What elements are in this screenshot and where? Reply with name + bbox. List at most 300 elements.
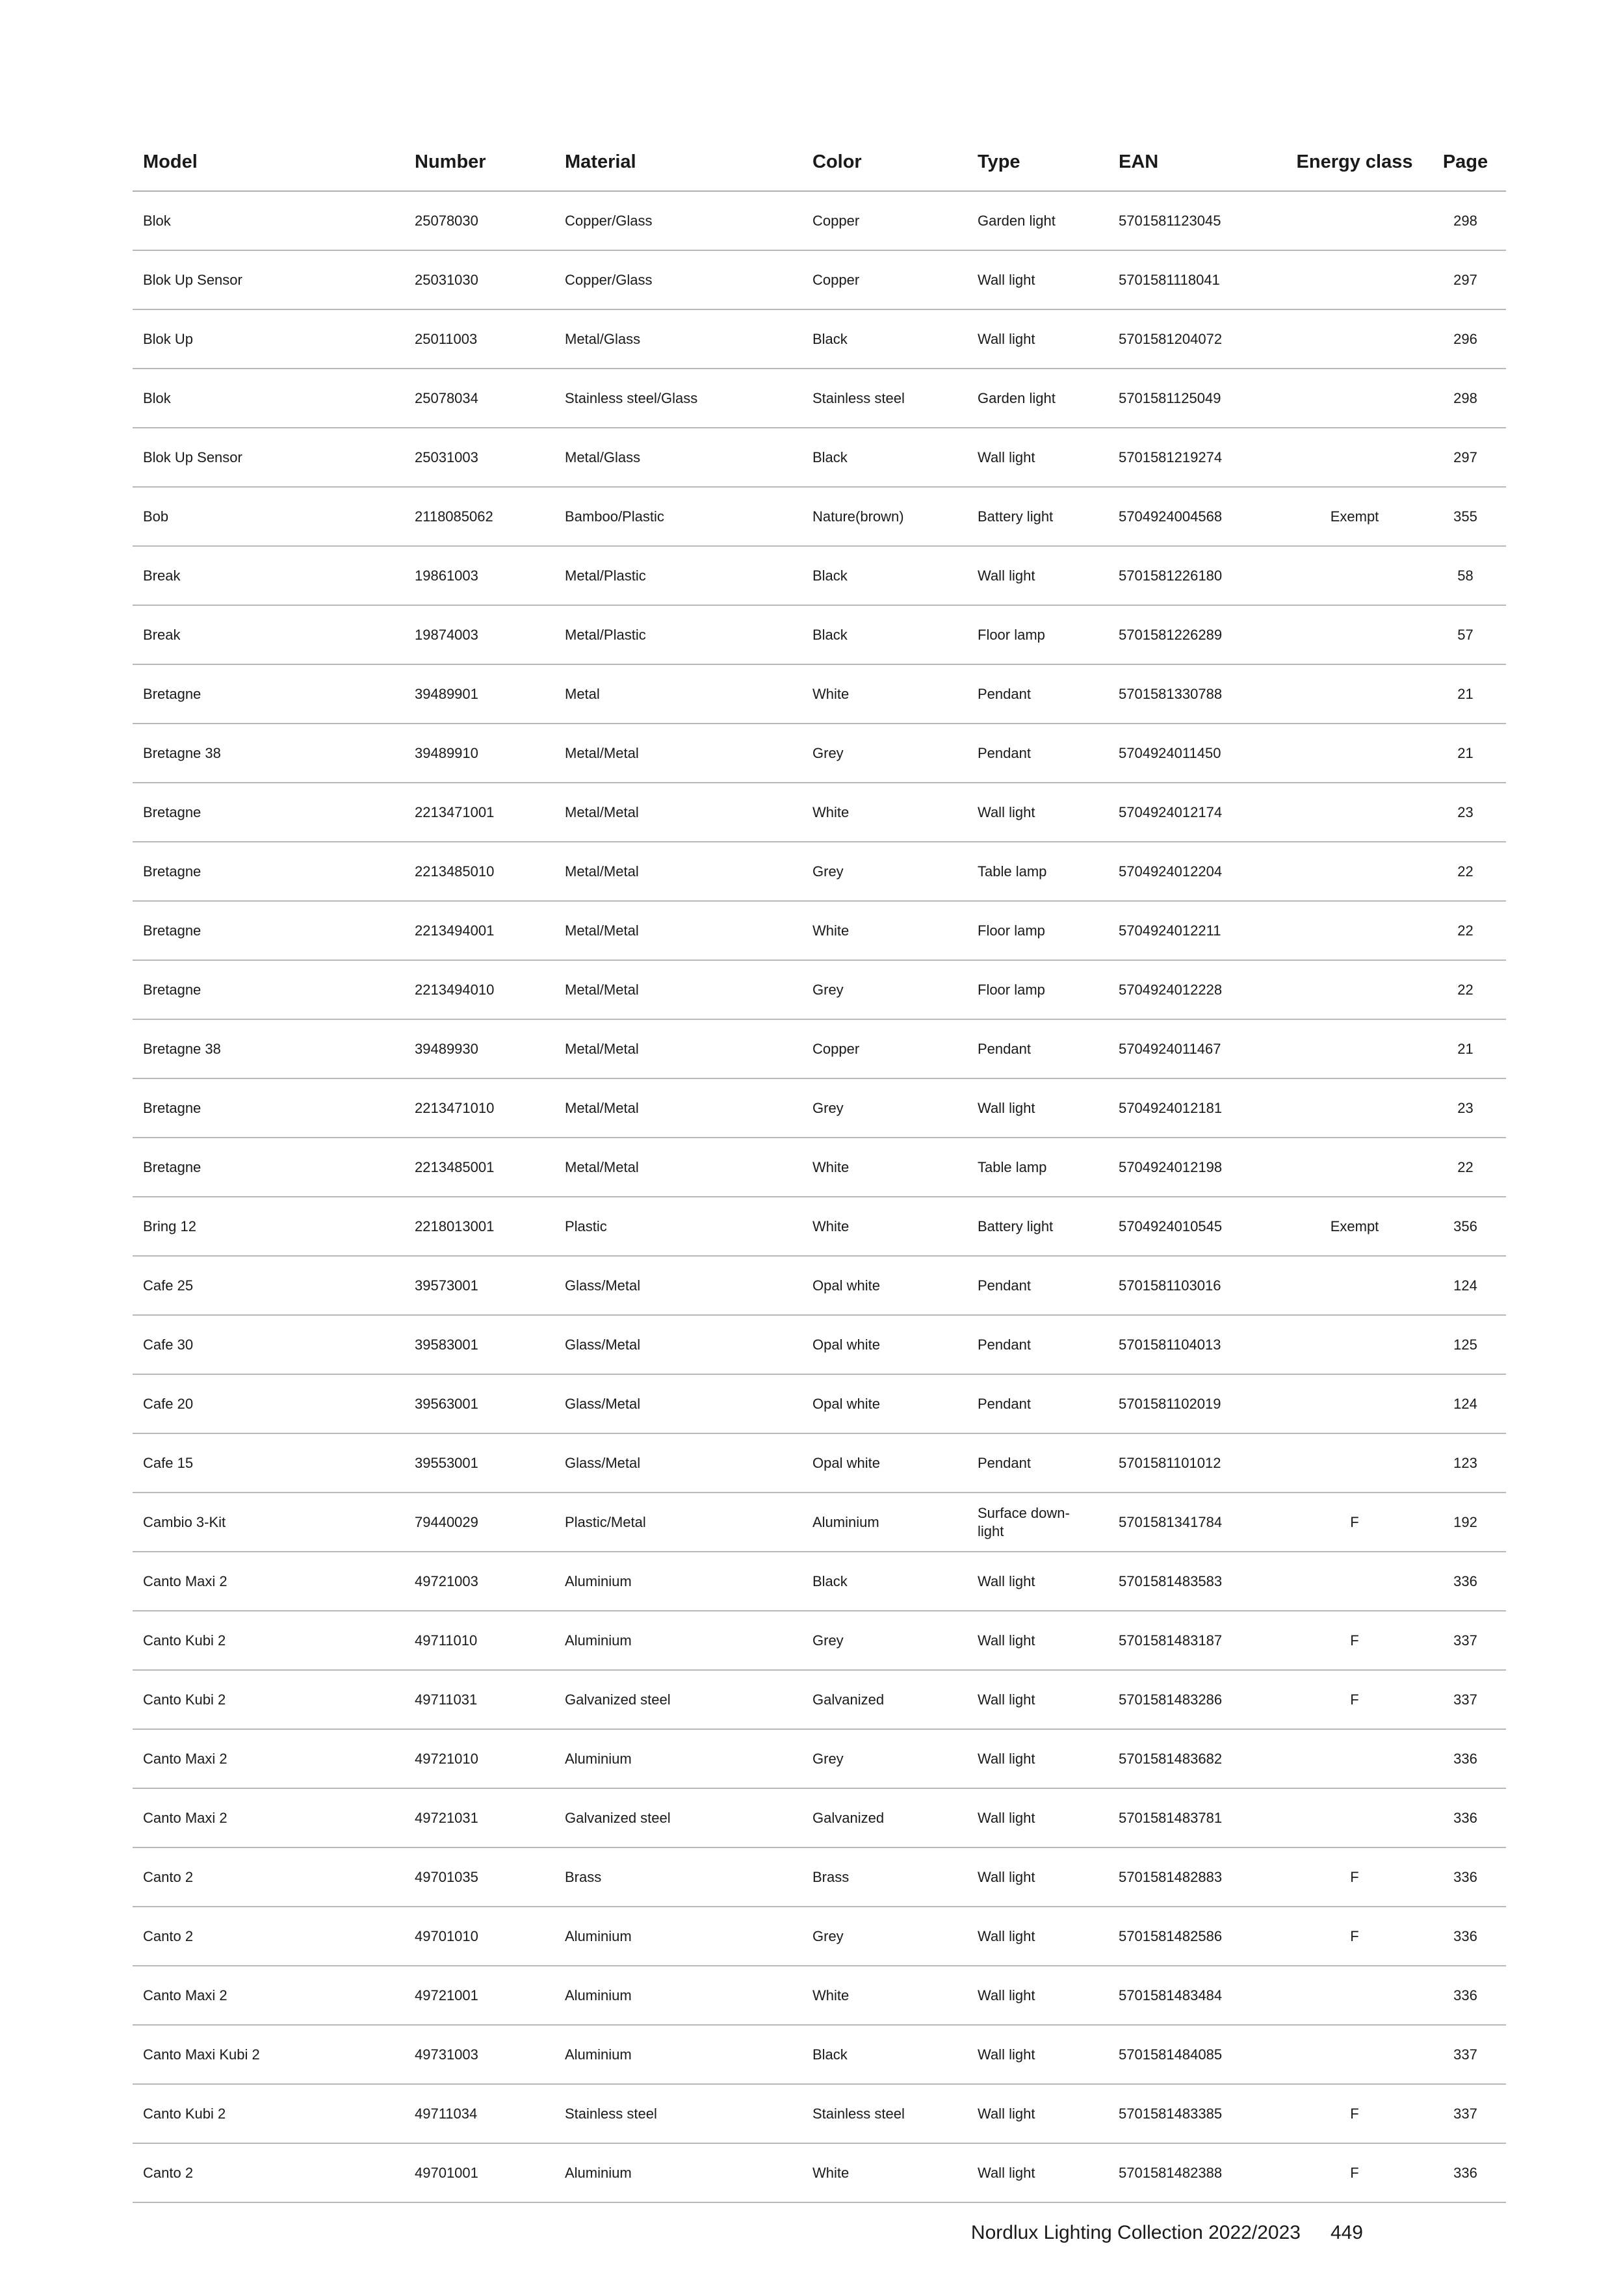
cell-color: Brass xyxy=(802,1847,967,1907)
cell-page: 337 xyxy=(1425,2025,1506,2084)
page-number: 449 xyxy=(1330,2222,1363,2243)
cell-ean: 5701581483781 xyxy=(1108,1788,1284,1847)
cell-ean: 5701581483682 xyxy=(1108,1729,1284,1788)
cell-material: Copper/Glass xyxy=(554,250,802,309)
table-row xyxy=(133,1078,1506,1138)
cell-page: 356 xyxy=(1425,1197,1506,1256)
table-row xyxy=(133,2143,1506,2202)
cell-page: 336 xyxy=(1425,1729,1506,1788)
cell-number: 49711031 xyxy=(404,1670,554,1729)
cell-color: Black xyxy=(802,546,967,605)
cell-type: Wall light xyxy=(967,783,1108,842)
cell-ean: 5701581102019 xyxy=(1108,1374,1284,1433)
cell-page: 298 xyxy=(1425,369,1506,428)
cell-page: 23 xyxy=(1425,783,1506,842)
cell-material: Metal/Metal xyxy=(554,1019,802,1078)
cell-energy-class: F xyxy=(1284,2084,1425,2143)
cell-type: Surface down- light xyxy=(967,1493,1108,1552)
cell-energy-class xyxy=(1284,783,1425,842)
cell-page: 125 xyxy=(1425,1315,1506,1374)
cell-color: White xyxy=(802,1966,967,2025)
cell-model: Blok Up Sensor xyxy=(133,250,404,309)
cell-model: Bretagne xyxy=(133,664,404,724)
cell-page: 337 xyxy=(1425,2084,1506,2143)
cell-material: Plastic xyxy=(554,1197,802,1256)
cell-model: Bretagne xyxy=(133,1078,404,1138)
cell-type: Wall light xyxy=(967,2025,1108,2084)
cell-color: Opal white xyxy=(802,1315,967,1374)
cell-color: Galvanized xyxy=(802,1670,967,1729)
cell-type: Floor lamp xyxy=(967,605,1108,664)
table-row xyxy=(133,1315,1506,1374)
cell-model: Blok xyxy=(133,369,404,428)
table-row xyxy=(133,960,1506,1019)
cell-model: Canto Maxi 2 xyxy=(133,1788,404,1847)
header-energy-class: Energy class xyxy=(1284,133,1425,191)
cell-energy-class: F xyxy=(1284,2143,1425,2202)
cell-ean: 5704924011467 xyxy=(1108,1019,1284,1078)
cell-type: Battery light xyxy=(967,487,1108,546)
cell-color: Opal white xyxy=(802,1433,967,1493)
cell-material: Galvanized steel xyxy=(554,1788,802,1847)
cell-color: White xyxy=(802,1197,967,1256)
cell-type: Wall light xyxy=(967,1966,1108,2025)
cell-ean: 5701581482586 xyxy=(1108,1907,1284,1966)
cell-type: Table lamp xyxy=(967,842,1108,901)
cell-model: Canto 2 xyxy=(133,1847,404,1907)
header-row xyxy=(133,133,1506,191)
cell-ean: 5701581482883 xyxy=(1108,1847,1284,1907)
cell-energy-class xyxy=(1284,1374,1425,1433)
cell-number: 2118085062 xyxy=(404,487,554,546)
cell-ean: 5701581101012 xyxy=(1108,1433,1284,1493)
cell-ean: 5701581219274 xyxy=(1108,428,1284,487)
cell-type: Wall light xyxy=(967,546,1108,605)
cell-ean: 5704924012174 xyxy=(1108,783,1284,842)
cell-material: Aluminium xyxy=(554,2143,802,2202)
cell-material: Copper/Glass xyxy=(554,191,802,250)
cell-model: Break xyxy=(133,546,404,605)
table-row xyxy=(133,1552,1506,1611)
cell-energy-class xyxy=(1284,1966,1425,2025)
cell-material: Galvanized steel xyxy=(554,1670,802,1729)
cell-material: Aluminium xyxy=(554,1907,802,1966)
cell-model: Break xyxy=(133,605,404,664)
cell-color: White xyxy=(802,664,967,724)
cell-type: Pendant xyxy=(967,1433,1108,1493)
cell-energy-class xyxy=(1284,1019,1425,1078)
cell-number: 49711034 xyxy=(404,2084,554,2143)
cell-page: 337 xyxy=(1425,1611,1506,1670)
table-row xyxy=(133,1611,1506,1670)
table-row xyxy=(133,1256,1506,1315)
cell-model: Bretagne xyxy=(133,960,404,1019)
cell-color: Copper xyxy=(802,1019,967,1078)
cell-number: 49701001 xyxy=(404,2143,554,2202)
cell-type: Wall light xyxy=(967,428,1108,487)
cell-number: 19874003 xyxy=(404,605,554,664)
cell-page: 21 xyxy=(1425,1019,1506,1078)
cell-type: Floor lamp xyxy=(967,901,1108,960)
cell-number: 79440029 xyxy=(404,1493,554,1552)
cell-energy-class: F xyxy=(1284,1611,1425,1670)
cell-type: Pendant xyxy=(967,1374,1108,1433)
cell-ean: 5701581226180 xyxy=(1108,546,1284,605)
cell-type: Garden light xyxy=(967,369,1108,428)
cell-color: Grey xyxy=(802,842,967,901)
cell-ean: 5701581123045 xyxy=(1108,191,1284,250)
cell-page: 21 xyxy=(1425,724,1506,783)
cell-color: Black xyxy=(802,2025,967,2084)
product-table xyxy=(133,133,1506,2203)
cell-type: Wall light xyxy=(967,1907,1108,1966)
cell-model: Cafe 20 xyxy=(133,1374,404,1433)
cell-type: Wall light xyxy=(967,1552,1108,1611)
cell-number: 39563001 xyxy=(404,1374,554,1433)
cell-page: 22 xyxy=(1425,1138,1506,1197)
cell-number: 25031030 xyxy=(404,250,554,309)
table-row xyxy=(133,664,1506,724)
cell-number: 49731003 xyxy=(404,2025,554,2084)
cell-model: Cafe 15 xyxy=(133,1433,404,1493)
cell-energy-class xyxy=(1284,1729,1425,1788)
cell-energy-class xyxy=(1284,250,1425,309)
cell-material: Aluminium xyxy=(554,2025,802,2084)
cell-ean: 5701581204072 xyxy=(1108,309,1284,369)
header-page: Page xyxy=(1425,133,1506,191)
cell-model: Blok xyxy=(133,191,404,250)
table-row xyxy=(133,546,1506,605)
cell-page: 297 xyxy=(1425,250,1506,309)
table-row xyxy=(133,842,1506,901)
cell-color: Black xyxy=(802,1552,967,1611)
cell-material: Glass/Metal xyxy=(554,1315,802,1374)
cell-ean: 5701581330788 xyxy=(1108,664,1284,724)
header-type: Type xyxy=(967,133,1108,191)
cell-ean: 5701581103016 xyxy=(1108,1256,1284,1315)
cell-page: 336 xyxy=(1425,1847,1506,1907)
cell-color: Black xyxy=(802,309,967,369)
cell-energy-class xyxy=(1284,1078,1425,1138)
cell-page: 337 xyxy=(1425,1670,1506,1729)
cell-page: 336 xyxy=(1425,2143,1506,2202)
cell-number: 2213485001 xyxy=(404,1138,554,1197)
cell-energy-class xyxy=(1284,960,1425,1019)
cell-color: Grey xyxy=(802,724,967,783)
cell-color: Stainless steel xyxy=(802,2084,967,2143)
cell-page: 336 xyxy=(1425,1907,1506,1966)
cell-model: Cambio 3-Kit xyxy=(133,1493,404,1552)
cell-number: 25078034 xyxy=(404,369,554,428)
table-row xyxy=(133,428,1506,487)
cell-number: 49721010 xyxy=(404,1729,554,1788)
cell-page: 336 xyxy=(1425,1966,1506,2025)
cell-type: Wall light xyxy=(967,1788,1108,1847)
header-ean: EAN xyxy=(1108,133,1284,191)
cell-type: Wall light xyxy=(967,1611,1108,1670)
cell-material: Aluminium xyxy=(554,1611,802,1670)
table-row xyxy=(133,191,1506,250)
cell-number: 49721031 xyxy=(404,1788,554,1847)
cell-number: 49721003 xyxy=(404,1552,554,1611)
cell-material: Metal/Metal xyxy=(554,901,802,960)
cell-type: Floor lamp xyxy=(967,960,1108,1019)
cell-number: 39489901 xyxy=(404,664,554,724)
cell-type: Pendant xyxy=(967,664,1108,724)
cell-number: 2218013001 xyxy=(404,1197,554,1256)
cell-page: 124 xyxy=(1425,1256,1506,1315)
table-row xyxy=(133,724,1506,783)
cell-type: Wall light xyxy=(967,2084,1108,2143)
cell-energy-class xyxy=(1284,2025,1425,2084)
cell-model: Bob xyxy=(133,487,404,546)
cell-number: 2213471001 xyxy=(404,783,554,842)
table-row xyxy=(133,1493,1506,1552)
cell-color: Grey xyxy=(802,1729,967,1788)
cell-ean: 5701581226289 xyxy=(1108,605,1284,664)
cell-number: 2213471010 xyxy=(404,1078,554,1138)
table-body xyxy=(133,191,1506,2202)
cell-energy-class xyxy=(1284,369,1425,428)
cell-model: Canto 2 xyxy=(133,1907,404,1966)
cell-material: Metal/Metal xyxy=(554,1078,802,1138)
cell-ean: 5701581341784 xyxy=(1108,1493,1284,1552)
table-row xyxy=(133,1670,1506,1729)
cell-number: 2213494010 xyxy=(404,960,554,1019)
cell-page: 336 xyxy=(1425,1552,1506,1611)
cell-number: 39489930 xyxy=(404,1019,554,1078)
cell-model: Bretagne xyxy=(133,783,404,842)
cell-number: 25078030 xyxy=(404,191,554,250)
cell-model: Canto Kubi 2 xyxy=(133,1611,404,1670)
table-row xyxy=(133,605,1506,664)
cell-ean: 5701581483583 xyxy=(1108,1552,1284,1611)
cell-model: Canto Kubi 2 xyxy=(133,1670,404,1729)
cell-color: Black xyxy=(802,605,967,664)
cell-energy-class xyxy=(1284,664,1425,724)
table-row xyxy=(133,1966,1506,2025)
cell-model: Bretagne 38 xyxy=(133,724,404,783)
cell-type: Pendant xyxy=(967,1019,1108,1078)
cell-page: 124 xyxy=(1425,1374,1506,1433)
cell-material: Metal/Metal xyxy=(554,1138,802,1197)
cell-page: 355 xyxy=(1425,487,1506,546)
cell-energy-class xyxy=(1284,1315,1425,1374)
cell-material: Metal xyxy=(554,664,802,724)
cell-page: 336 xyxy=(1425,1788,1506,1847)
cell-ean: 5701581483286 xyxy=(1108,1670,1284,1729)
cell-ean: 5704924012211 xyxy=(1108,901,1284,960)
cell-number: 19861003 xyxy=(404,546,554,605)
cell-number: 49721001 xyxy=(404,1966,554,2025)
cell-material: Bamboo/Plastic xyxy=(554,487,802,546)
cell-material: Glass/Metal xyxy=(554,1433,802,1493)
cell-model: Bring 12 xyxy=(133,1197,404,1256)
cell-ean: 5704924012204 xyxy=(1108,842,1284,901)
table-row xyxy=(133,1847,1506,1907)
cell-model: Blok Up Sensor xyxy=(133,428,404,487)
cell-material: Brass xyxy=(554,1847,802,1907)
cell-color: Stainless steel xyxy=(802,369,967,428)
table-row xyxy=(133,1907,1506,1966)
cell-energy-class: F xyxy=(1284,1907,1425,1966)
cell-color: Nature(brown) xyxy=(802,487,967,546)
cell-page: 58 xyxy=(1425,546,1506,605)
cell-type: Wall light xyxy=(967,1847,1108,1907)
header-material: Material xyxy=(554,133,802,191)
cell-ean: 5701581482388 xyxy=(1108,2143,1284,2202)
cell-color: Opal white xyxy=(802,1374,967,1433)
cell-material: Glass/Metal xyxy=(554,1374,802,1433)
cell-model: Cafe 30 xyxy=(133,1315,404,1374)
cell-color: Galvanized xyxy=(802,1788,967,1847)
publication-title: Nordlux Lighting Collection 2022/2023 xyxy=(970,2222,1301,2243)
cell-type: Wall light xyxy=(967,1729,1108,1788)
cell-material: Metal/Plastic xyxy=(554,605,802,664)
cell-model: Blok Up xyxy=(133,309,404,369)
header-number: Number xyxy=(404,133,554,191)
cell-material: Stainless steel xyxy=(554,2084,802,2143)
cell-color: Grey xyxy=(802,1611,967,1670)
cell-type: Battery light xyxy=(967,1197,1108,1256)
cell-color: Copper xyxy=(802,250,967,309)
cell-material: Metal/Metal xyxy=(554,783,802,842)
cell-ean: 5701581483484 xyxy=(1108,1966,1284,2025)
table-row xyxy=(133,1433,1506,1493)
cell-number: 39489910 xyxy=(404,724,554,783)
cell-model: Bretagne 38 xyxy=(133,1019,404,1078)
cell-model: Cafe 25 xyxy=(133,1256,404,1315)
cell-color: Copper xyxy=(802,191,967,250)
cell-number: 49701010 xyxy=(404,1907,554,1966)
cell-type: Pendant xyxy=(967,1315,1108,1374)
table-row xyxy=(133,309,1506,369)
page-footer xyxy=(971,2222,1363,2244)
cell-type: Wall light xyxy=(967,2143,1108,2202)
table-row xyxy=(133,901,1506,960)
cell-ean: 5701581484085 xyxy=(1108,2025,1284,2084)
cell-type: Wall light xyxy=(967,250,1108,309)
cell-ean: 5704924004568 xyxy=(1108,487,1284,546)
cell-number: 2213494001 xyxy=(404,901,554,960)
cell-ean: 5704924011450 xyxy=(1108,724,1284,783)
table-row xyxy=(133,1019,1506,1078)
cell-color: Black xyxy=(802,428,967,487)
cell-ean: 5704924012198 xyxy=(1108,1138,1284,1197)
cell-type: Wall light xyxy=(967,1078,1108,1138)
cell-energy-class xyxy=(1284,1256,1425,1315)
table-row xyxy=(133,487,1506,546)
cell-material: Metal/Glass xyxy=(554,309,802,369)
cell-ean: 5701581125049 xyxy=(1108,369,1284,428)
table-row xyxy=(133,1788,1506,1847)
cell-material: Aluminium xyxy=(554,1552,802,1611)
table-row xyxy=(133,2025,1506,2084)
table-row xyxy=(133,1197,1506,1256)
cell-energy-class xyxy=(1284,724,1425,783)
cell-material: Glass/Metal xyxy=(554,1256,802,1315)
table-row xyxy=(133,2084,1506,2143)
cell-number: 39553001 xyxy=(404,1433,554,1493)
cell-energy-class: F xyxy=(1284,1847,1425,1907)
cell-model: Bretagne xyxy=(133,901,404,960)
cell-material: Aluminium xyxy=(554,1966,802,2025)
cell-material: Metal/Metal xyxy=(554,724,802,783)
cell-number: 25011003 xyxy=(404,309,554,369)
cell-model: Bretagne xyxy=(133,842,404,901)
cell-energy-class xyxy=(1284,309,1425,369)
cell-energy-class xyxy=(1284,901,1425,960)
cell-color: Aluminium xyxy=(802,1493,967,1552)
cell-energy-class xyxy=(1284,1788,1425,1847)
cell-energy-class xyxy=(1284,1433,1425,1493)
cell-type: Pendant xyxy=(967,724,1108,783)
cell-type: Wall light xyxy=(967,1670,1108,1729)
cell-number: 39583001 xyxy=(404,1315,554,1374)
cell-page: 57 xyxy=(1425,605,1506,664)
table-header xyxy=(133,133,1506,191)
cell-color: White xyxy=(802,2143,967,2202)
cell-number: 49711010 xyxy=(404,1611,554,1670)
cell-energy-class xyxy=(1284,1552,1425,1611)
cell-energy-class xyxy=(1284,605,1425,664)
cell-energy-class xyxy=(1284,1138,1425,1197)
table-row xyxy=(133,1138,1506,1197)
cell-material: Stainless steel/Glass xyxy=(554,369,802,428)
cell-page: 22 xyxy=(1425,960,1506,1019)
cell-ean: 5701581483385 xyxy=(1108,2084,1284,2143)
cell-material: Metal/Metal xyxy=(554,960,802,1019)
cell-type: Pendant xyxy=(967,1256,1108,1315)
cell-model: Canto Maxi Kubi 2 xyxy=(133,2025,404,2084)
table-row xyxy=(133,250,1506,309)
cell-number: 25031003 xyxy=(404,428,554,487)
cell-ean: 5701581118041 xyxy=(1108,250,1284,309)
cell-model: Canto Kubi 2 xyxy=(133,2084,404,2143)
cell-energy-class: Exempt xyxy=(1284,1197,1425,1256)
cell-page: 297 xyxy=(1425,428,1506,487)
cell-material: Metal/Metal xyxy=(554,842,802,901)
cell-color: Grey xyxy=(802,960,967,1019)
cell-energy-class xyxy=(1284,842,1425,901)
header-color: Color xyxy=(802,133,967,191)
cell-page: 22 xyxy=(1425,842,1506,901)
cell-color: Grey xyxy=(802,1907,967,1966)
cell-type: Wall light xyxy=(967,309,1108,369)
cell-ean: 5701581483187 xyxy=(1108,1611,1284,1670)
cell-page: 192 xyxy=(1425,1493,1506,1552)
cell-color: White xyxy=(802,783,967,842)
cell-page: 123 xyxy=(1425,1433,1506,1493)
cell-energy-class xyxy=(1284,428,1425,487)
cell-model: Canto Maxi 2 xyxy=(133,1552,404,1611)
cell-page: 296 xyxy=(1425,309,1506,369)
cell-page: 21 xyxy=(1425,664,1506,724)
cell-ean: 5704924012181 xyxy=(1108,1078,1284,1138)
header-model: Model xyxy=(133,133,404,191)
cell-number: 49701035 xyxy=(404,1847,554,1907)
cell-type: Garden light xyxy=(967,191,1108,250)
cell-energy-class xyxy=(1284,546,1425,605)
cell-type: Table lamp xyxy=(967,1138,1108,1197)
cell-ean: 5704924012228 xyxy=(1108,960,1284,1019)
cell-page: 22 xyxy=(1425,901,1506,960)
table-row xyxy=(133,369,1506,428)
cell-energy-class: F xyxy=(1284,1493,1425,1552)
cell-material: Plastic/Metal xyxy=(554,1493,802,1552)
cell-number: 39573001 xyxy=(404,1256,554,1315)
cell-ean: 5704924010545 xyxy=(1108,1197,1284,1256)
